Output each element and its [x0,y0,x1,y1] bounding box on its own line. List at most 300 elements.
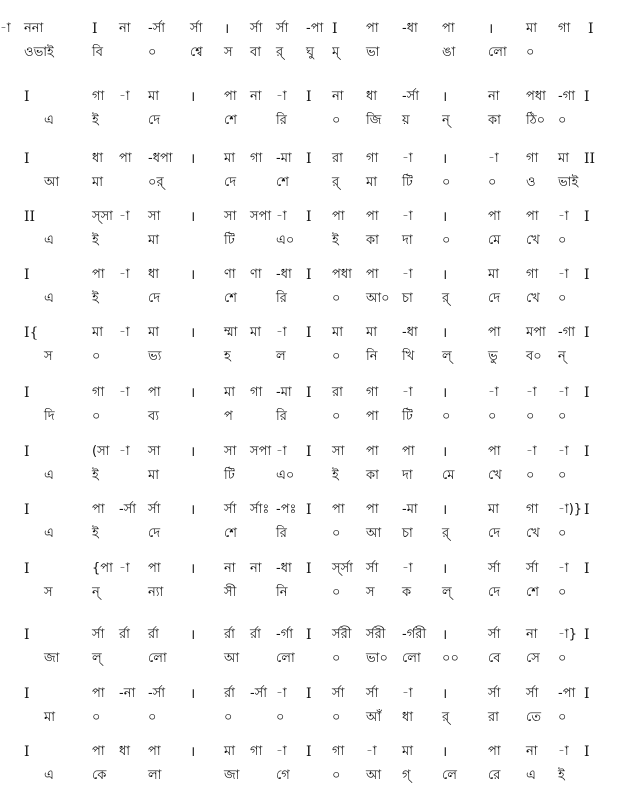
lyric-syllable: ০ [526,468,535,483]
lyric-syllable: লো [488,45,507,60]
notation-row [0,322,620,382]
lyric-syllable: খে [488,468,502,483]
lyric-syllable: গ্ [402,768,411,783]
bar-line: । [190,561,196,577]
lyric-syllable: ০ [558,113,567,128]
bar-line: I [584,325,590,341]
lyric-syllable: ০ [488,175,497,190]
notation-row [0,18,620,78]
swara-note: -র্সা [148,686,166,701]
bar-line: I [588,21,594,37]
lyric-syllable: ০ [92,710,101,725]
notation-row [0,148,620,208]
swara-note: -গা [558,325,575,340]
lyric-syllable: ০র্ [148,175,164,190]
lyric-syllable: দে [488,291,501,306]
bar-line: । [442,325,448,341]
swara-note: সা [148,209,161,224]
lyric-syllable: ন্ [442,113,450,128]
swara-note: পা [332,502,345,517]
notation-row [0,86,620,146]
swara-note: মা [402,744,413,759]
swara-note: -া [402,267,413,282]
swara-note: র্সা [276,21,289,36]
bar-line: । [442,151,448,167]
swara-note: -ধা [402,21,418,36]
lyric-syllable: দে [148,113,161,128]
lyric-syllable: ব্য [148,409,160,424]
bar-line: I [584,89,590,105]
swara-note: -ধা [276,561,292,576]
lyric-syllable: এ [44,113,54,128]
lyric-syllable: ০ [558,291,567,306]
lyric-syllable: আঁ [366,710,382,725]
swara-note: ধা [92,151,104,166]
bar-line: । [190,744,196,760]
notation-row [0,264,620,324]
swara-note: -া [0,21,11,36]
bar-line: I [584,627,590,643]
lyric-syllable: লা [148,768,162,783]
swara-note: পা [148,744,161,759]
bar-line: I [306,744,312,760]
swara-note: -া [119,209,130,224]
lyric-syllable: ০ [558,233,567,248]
bar-line: I [24,151,30,167]
bar-line: I [584,686,590,702]
bar-line: । [442,744,448,760]
lyric-syllable: লে [442,768,457,783]
lyric-syllable: ০ [488,409,497,424]
swara-note: গা [366,151,379,166]
bar-line: I [306,627,312,643]
swara-note: র্রা [119,627,130,642]
bar-line: । [488,21,494,37]
swara-note: -া [276,89,287,104]
bar-line: I [24,444,30,460]
bar-line: I [306,89,312,105]
swara-note: মা [366,325,377,340]
swara-note: পা [148,561,161,576]
swara-note: -া [276,744,287,759]
swara-note: -া [276,444,287,459]
bar-line: II [584,151,596,167]
swara-note: না [488,89,500,104]
lyric-syllable: শে [224,113,237,128]
lyric-syllable: টি [402,175,413,190]
lyric-syllable: ০ [332,526,341,541]
notation-row [0,441,620,501]
bar-line: I [306,209,312,225]
swara-note: মা [224,744,235,759]
bar-line: । [224,21,230,37]
lyric-syllable: ০০ [442,651,459,666]
swara-note: সা [332,444,345,459]
swara-note: না [224,561,236,576]
bar-line: । [442,686,448,702]
swara-line [0,18,620,40]
lyric-syllable: এ [44,526,54,541]
swara-note: -া [558,561,569,576]
bar-line: । [442,561,448,577]
swara-line [0,741,620,763]
bar-line: I{ [24,325,39,341]
lyric-syllable: ই [332,468,339,483]
lyric-syllable: ক [402,585,412,600]
lyric-syllable: ০ [224,710,233,725]
swara-note: -া [526,385,537,400]
lyric-line [0,406,620,428]
bar-line: । [442,502,448,518]
swara-note: ধা [366,89,378,104]
lyric-syllable: প [224,409,233,424]
swara-note: -া [402,209,413,224]
bar-line: । [442,89,448,105]
swara-note: -া [276,209,287,224]
bar-line: I [24,561,30,577]
lyric-syllable: র্ [332,175,340,190]
swara-note: পা [332,209,345,224]
swara-note: র্সা [190,21,203,36]
lyric-syllable: কা [488,113,501,128]
swara-note: {পা [92,561,113,576]
swara-note: পা [402,444,415,459]
lyric-syllable: ন্যা [148,585,164,600]
swara-line [0,499,620,521]
notation-row [0,499,620,559]
swara-note: পা [92,686,105,701]
swara-note: -র্গরী [402,627,427,642]
bar-line: । [190,151,196,167]
swara-note: সা [148,444,161,459]
bar-line: I [24,686,30,702]
lyric-syllable: রে [488,768,501,783]
swara-note: র্সা [250,21,263,36]
lyric-syllable: কা [366,468,379,483]
lyric-syllable: এ [44,768,54,783]
lyric-syllable: দা [402,468,413,483]
swara-note: র্সা [488,561,501,576]
swara-note: র্সা [488,686,501,701]
swara-note: র্সা [526,686,539,701]
lyric-syllable: ০ [558,651,567,666]
swara-note: মা [92,325,103,340]
swara-note: গা [332,744,345,759]
swara-note: র্রা [224,627,235,642]
lyric-syllable: জা [224,768,240,783]
lyric-syllable: ন্ [92,585,100,600]
lyric-syllable: বে [488,651,501,666]
swara-note: মপা [526,325,546,340]
swara-note: গা [250,744,263,759]
bar-line: I [24,627,30,643]
lyric-syllable: শে [276,175,289,190]
swara-note: র্সা [92,627,105,642]
lyric-syllable: র্ [276,45,284,60]
lyric-syllable: ০ [332,291,341,306]
lyric-syllable: কা [366,233,379,248]
lyric-syllable: এ [44,233,54,248]
swara-note: -পা [306,21,324,36]
lyric-syllable: এ [44,291,54,306]
swara-note: মা [250,325,261,340]
lyric-syllable: র্ [442,291,450,306]
swara-note: -া [558,385,569,400]
lyric-syllable: র্ [442,526,450,541]
swara-note: -া [119,561,130,576]
swara-note: -া [276,325,287,340]
lyric-syllable: টি [402,409,413,424]
swara-note: -মা [276,151,292,166]
swara-note: মা [488,267,499,282]
swara-note: -মা [276,385,292,400]
lyric-syllable: টি [224,233,235,248]
swara-note: গা [250,151,263,166]
swara-note: র্সরী [366,627,386,642]
lyric-syllable: ভ্য [148,349,162,364]
lyric-syllable: ০ [558,710,567,725]
swara-note: গা [92,385,105,400]
swara-note: র্সা [366,686,379,701]
swara-note: -র্সা [119,502,137,517]
lyric-syllable: ০ [332,409,341,424]
swara-note: ধা [119,744,131,759]
bar-line: I [584,502,590,518]
swara-line [0,264,620,286]
lyric-syllable: আ [44,175,60,190]
swara-note: না [526,627,538,642]
lyric-syllable: ০ [558,526,567,541]
swara-note: পা [366,267,379,282]
swara-note: -পা [558,686,576,701]
lyric-syllable: পা [366,409,379,424]
swara-note: র্রা [224,686,235,701]
lyric-syllable: মা [44,710,55,725]
swara-note: -া [558,209,569,224]
lyric-syllable: এ [526,768,536,783]
lyric-syllable: শ্বে [190,45,203,60]
swara-note: পা [366,502,379,517]
lyric-syllable: সে [526,651,540,666]
lyric-syllable: ই [558,768,565,783]
lyric-syllable: ঠি০ [526,113,546,128]
swara-note: না [250,89,262,104]
bar-line: I [306,444,312,460]
lyric-line [0,110,620,132]
lyric-syllable: দে [148,526,161,541]
bar-line: I [306,267,312,283]
lyric-syllable: ঘু [306,45,315,60]
bar-line: I [332,21,338,37]
lyric-syllable: খে [526,526,540,541]
lyric-syllable: স [224,45,233,60]
lyric-syllable: খি [402,349,415,364]
swara-note: সা [224,209,237,224]
lyric-syllable: ভু [488,349,498,364]
swara-note: পা [366,21,379,36]
lyric-syllable: এ০ [276,233,295,248]
lyric-line [0,648,620,670]
lyric-syllable: জি [366,113,382,128]
lyric-syllable: ০ [442,233,451,248]
lyric-syllable: দা [402,233,413,248]
lyric-syllable: ই [92,291,99,306]
swara-note: মা [148,89,159,104]
swara-note: র্সা [148,502,161,517]
swara-note: -া [119,89,130,104]
lyric-syllable: রি [276,409,287,424]
lyric-syllable: আ০ [366,291,390,306]
swara-note: রা [332,151,343,166]
bar-line: । [442,385,448,401]
swara-note: পা [488,325,501,340]
lyric-syllable: ম্ [332,45,340,60]
lyric-syllable: খে [526,291,540,306]
lyric-syllable: র্ [442,710,450,725]
lyric-line [0,172,620,194]
swara-note: ধা [148,267,160,282]
swara-note: মা [558,151,569,166]
swara-note: না [332,89,344,104]
bar-line: । [190,267,196,283]
lyric-syllable: ই [92,113,99,128]
bar-line: I [584,209,590,225]
swara-note: গা [250,385,263,400]
swara-line [0,206,620,228]
lyric-syllable: ন্ [558,349,566,364]
lyric-syllable: রি [276,113,287,128]
swara-note: র্সরী [332,627,352,642]
swara-note: -র্গা [276,627,293,642]
swara-note: র্সা [526,561,539,576]
lyric-syllable: বা [250,45,262,60]
swara-note: -া [119,325,130,340]
swara-note: না [526,744,538,759]
lyric-syllable: ই [332,233,339,248]
lyric-syllable: এ [44,468,54,483]
lyric-syllable: ০ [148,710,157,725]
swara-note: ণা [224,267,236,282]
lyric-syllable: রা [488,710,499,725]
swara-note: -ধা [276,267,292,282]
bar-line: । [442,209,448,225]
lyric-syllable: ০ [332,768,341,783]
swara-note: গা [526,502,539,517]
swara-note: -া [402,385,413,400]
swara-note: সপা [250,444,272,459]
swara-note: মা [488,502,499,517]
swara-note: -র্সা [402,89,420,104]
lyric-syllable: নি [276,585,288,600]
swara-note: -া [119,444,130,459]
swara-note: পা [92,502,105,517]
lyric-syllable: ল [276,349,286,364]
swara-note: গা [92,89,105,104]
swara-note: পা [488,209,501,224]
swara-note: গা [366,385,379,400]
swara-line [0,624,620,646]
lyric-syllable: লো [276,651,295,666]
lyric-syllable: রি [276,526,287,541]
swara-note: সপা [250,209,272,224]
notation-row [0,741,620,801]
lyric-syllable: ০ [92,349,101,364]
lyric-syllable: হ [224,349,231,364]
lyric-syllable: ০ [558,468,567,483]
lyric-line [0,765,620,787]
lyric-syllable: ০ [442,175,451,190]
lyric-syllable: আ [224,651,240,666]
swara-note: স্সা [92,209,113,224]
lyric-syllable: মা [148,468,159,483]
lyric-syllable: জা [44,651,60,666]
lyric-syllable: ভাই [558,175,579,190]
swara-note: -া} [558,627,577,642]
swara-note: -া [558,444,569,459]
lyric-syllable: ০ [276,710,285,725]
bar-line: । [190,627,196,643]
bar-line: I [584,744,590,760]
swara-note: -া [402,561,413,576]
lyric-syllable: ও [526,175,536,190]
swara-note: পা [442,21,455,36]
swara-line [0,86,620,108]
lyric-syllable: মা [366,175,377,190]
lyric-syllable: মে [488,233,501,248]
bar-line: I [306,502,312,518]
swara-note: -া [488,385,499,400]
swara-note: ণা [250,267,262,282]
lyric-line [0,230,620,252]
swara-note: র্সাঃ [250,502,270,517]
bar-line: । [190,385,196,401]
bar-line: । [442,627,448,643]
swara-note: র্রা [148,627,159,642]
bar-line: I [306,151,312,167]
lyric-syllable: শে [526,585,539,600]
swara-note: ম্মা [224,325,238,340]
lyric-syllable: ০ [332,113,341,128]
bar-line: I [584,385,590,401]
swara-note: -া [402,686,413,701]
lyric-syllable: তে [526,710,542,725]
lyric-syllable: মা [92,175,103,190]
bar-line: I [584,267,590,283]
swara-note: পা [148,385,161,400]
swara-note: (সা [92,444,110,459]
lyric-line [0,465,620,487]
lyric-line [0,288,620,310]
bar-line: I [24,744,30,760]
swara-note: -া [119,385,130,400]
swara-line [0,148,620,170]
swara-note: মা [526,21,537,36]
swara-note: -ধপা [148,151,173,166]
swara-note: র্সা [224,502,237,517]
bar-line: । [190,89,196,105]
bar-line: I [306,385,312,401]
bar-line: । [190,444,196,460]
swara-note: -া [488,151,499,166]
swara-note: র্সা [332,686,345,701]
lyric-syllable: আ [366,768,382,783]
swara-note: -পঃ [276,502,297,517]
bar-line: । [190,209,196,225]
lyric-syllable: ০ [526,45,535,60]
bar-line: । [190,502,196,518]
lyric-syllable: য় [402,113,410,128]
lyric-syllable: স [44,585,53,600]
